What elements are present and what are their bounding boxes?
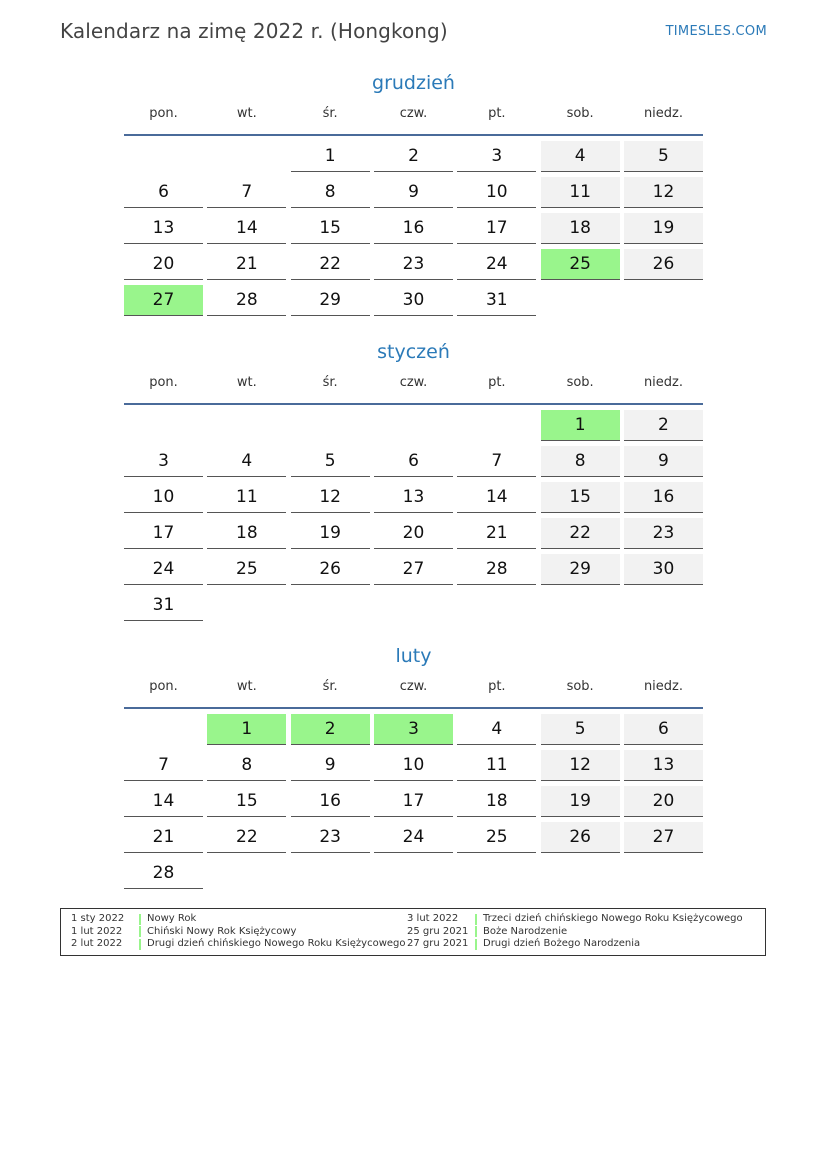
day-cell: 13 [374,482,453,513]
holiday-marker-icon [475,926,477,937]
day-cell: 16 [624,482,703,513]
day-cell: 21 [124,822,203,853]
day-cell-holiday: 3 [374,714,453,745]
day-cell: 30 [624,554,703,585]
day-cell: 14 [457,482,536,513]
legend-holiday-name: Boże Narodzenie [483,925,568,937]
day-cell: 9 [624,446,703,477]
weekday-header-row [124,104,703,134]
header-divider [124,403,703,405]
brand-link[interactable]: TIMESLES.COM [665,24,767,39]
day-cell: 20 [624,786,703,817]
legend-item [71,913,406,926]
day-cell: 22 [541,518,620,549]
day-cell: 29 [541,554,620,585]
empty-cell [124,714,203,745]
legend-holiday-name: Drugi dzień chińskiego Nowego Roku Księżycowego [147,938,406,949]
legend-date: 1 sty 2022 [71,913,125,924]
day-cell: 5 [541,714,620,745]
day-cell: 8 [291,177,370,208]
weekday-label: pon. [149,679,178,694]
legend-item [407,913,743,926]
weekday-label: czw. [399,679,428,694]
day-cell: 11 [541,177,620,208]
weekday-label: pt. [488,679,506,694]
day-cell: 26 [541,822,620,853]
empty-cell [124,410,203,441]
day-cell: 24 [124,554,203,585]
day-grid [124,141,703,316]
legend-item [407,938,743,951]
empty-cell [207,410,286,441]
weekday-label: sob. [566,375,594,390]
header-divider [124,134,703,136]
weekday-label: pt. [488,375,506,390]
day-cell: 9 [291,750,370,781]
weekday-label: czw. [399,106,428,121]
empty-cell [457,410,536,441]
day-cell: 26 [291,554,370,585]
day-grid [124,410,703,621]
empty-cell [291,410,370,441]
day-cell: 27 [624,822,703,853]
legend-date: 3 lut 2022 [407,913,459,924]
day-cell: 17 [124,518,203,549]
month-title: luty [395,645,432,667]
month-december [124,70,703,316]
month-february [124,643,703,889]
day-cell-holiday: 1 [541,410,620,441]
day-cell: 20 [124,249,203,280]
day-cell: 6 [624,714,703,745]
legend-item [407,926,743,939]
weekday-label: wt. [236,679,257,694]
day-cell: 18 [457,786,536,817]
header-divider [124,707,703,709]
day-cell: 24 [374,822,453,853]
day-cell: 23 [624,518,703,549]
holiday-marker-icon [475,939,477,950]
legend-holiday-name: Trzeci dzień chińskiego Nowego Roku Księżycowego [483,913,743,924]
legend-holiday-name: Drugi dzień Bożego Narodzenia [483,938,641,949]
weekday-label: niedz. [643,679,683,694]
day-cell: 28 [207,285,286,316]
day-cell: 21 [207,249,286,280]
day-cell: 7 [207,177,286,208]
day-cell: 11 [457,750,536,781]
holiday-marker-icon [139,926,141,937]
day-cell: 12 [541,750,620,781]
day-cell: 19 [541,786,620,817]
day-cell: 20 [374,518,453,549]
day-cell: 2 [374,141,453,172]
month-title: styczeń [377,341,450,363]
day-cell: 6 [124,177,203,208]
weekday-header-row [124,373,703,403]
page-title: Kalendarz na zimę 2022 r. (Hongkong) [60,19,448,43]
day-cell: 27 [374,554,453,585]
day-cell: 24 [457,249,536,280]
day-cell: 6 [374,446,453,477]
day-cell: 28 [124,858,203,889]
legend-date: 25 gru 2021 [407,925,469,937]
legend-date: 27 gru 2021 [407,938,469,949]
weekday-label: wt. [236,106,257,121]
holiday-legend [60,908,766,956]
holiday-marker-icon [139,914,141,925]
day-cell: 26 [624,249,703,280]
day-cell: 18 [207,518,286,549]
weekday-label: śr. [322,375,338,390]
day-cell: 7 [124,750,203,781]
day-cell: 16 [374,213,453,244]
weekday-label: czw. [399,375,428,390]
legend-holiday-name: Nowy Rok [147,913,197,924]
month-title: grudzień [372,72,455,94]
day-cell: 13 [124,213,203,244]
day-cell: 7 [457,446,536,477]
day-cell-holiday: 25 [541,249,620,280]
day-cell: 10 [374,750,453,781]
weekday-label: śr. [322,106,338,121]
weekday-label: niedz. [643,106,683,121]
day-cell: 9 [374,177,453,208]
day-cell: 8 [207,750,286,781]
day-cell: 5 [291,446,370,477]
day-cell: 8 [541,446,620,477]
holiday-marker-icon [475,914,477,925]
weekday-header-row [124,677,703,707]
day-cell: 16 [291,786,370,817]
legend-date: 1 lut 2022 [71,925,123,937]
day-cell: 13 [624,750,703,781]
legend-column-left [71,913,406,951]
day-cell: 15 [207,786,286,817]
day-cell: 25 [207,554,286,585]
day-cell: 23 [291,822,370,853]
weekday-label: wt. [236,375,257,390]
empty-cell [124,141,203,172]
day-cell: 14 [207,213,286,244]
day-cell: 10 [457,177,536,208]
day-cell: 15 [291,213,370,244]
day-cell: 1 [291,141,370,172]
day-cell: 25 [457,822,536,853]
day-cell: 4 [541,141,620,172]
day-cell: 22 [291,249,370,280]
legend-item [71,938,406,951]
day-cell: 15 [541,482,620,513]
empty-cell [207,141,286,172]
weekday-label: pon. [149,375,178,390]
day-cell-holiday: 27 [124,285,203,316]
weekday-label: pt. [488,106,506,121]
holiday-marker-icon [139,939,141,950]
weekday-label: sob. [566,106,594,121]
day-cell: 31 [124,590,203,621]
day-cell: 17 [374,786,453,817]
legend-holiday-name: Chiński Nowy Rok Księżycowy [147,925,297,937]
day-cell: 12 [624,177,703,208]
weekday-label: pon. [149,106,178,121]
legend-item [71,926,406,939]
day-grid [124,714,703,889]
day-cell: 19 [291,518,370,549]
day-cell: 11 [207,482,286,513]
legend-date: 2 lut 2022 [71,938,123,949]
day-cell: 31 [457,285,536,316]
day-cell: 18 [541,213,620,244]
day-cell: 28 [457,554,536,585]
day-cell: 21 [457,518,536,549]
day-cell: 3 [124,446,203,477]
empty-cell [374,410,453,441]
day-cell: 23 [374,249,453,280]
day-cell: 5 [624,141,703,172]
day-cell: 4 [207,446,286,477]
day-cell: 4 [457,714,536,745]
weekday-label: sob. [566,679,594,694]
month-january [124,339,703,621]
day-cell-holiday: 1 [207,714,286,745]
legend-column-right [407,913,743,951]
day-cell: 19 [624,213,703,244]
day-cell: 10 [124,482,203,513]
day-cell: 17 [457,213,536,244]
weekday-label: niedz. [643,375,683,390]
day-cell: 12 [291,482,370,513]
day-cell: 30 [374,285,453,316]
day-cell: 29 [291,285,370,316]
day-cell: 3 [457,141,536,172]
weekday-label: śr. [322,679,338,694]
day-cell: 2 [624,410,703,441]
day-cell-holiday: 2 [291,714,370,745]
day-cell: 22 [207,822,286,853]
day-cell: 14 [124,786,203,817]
